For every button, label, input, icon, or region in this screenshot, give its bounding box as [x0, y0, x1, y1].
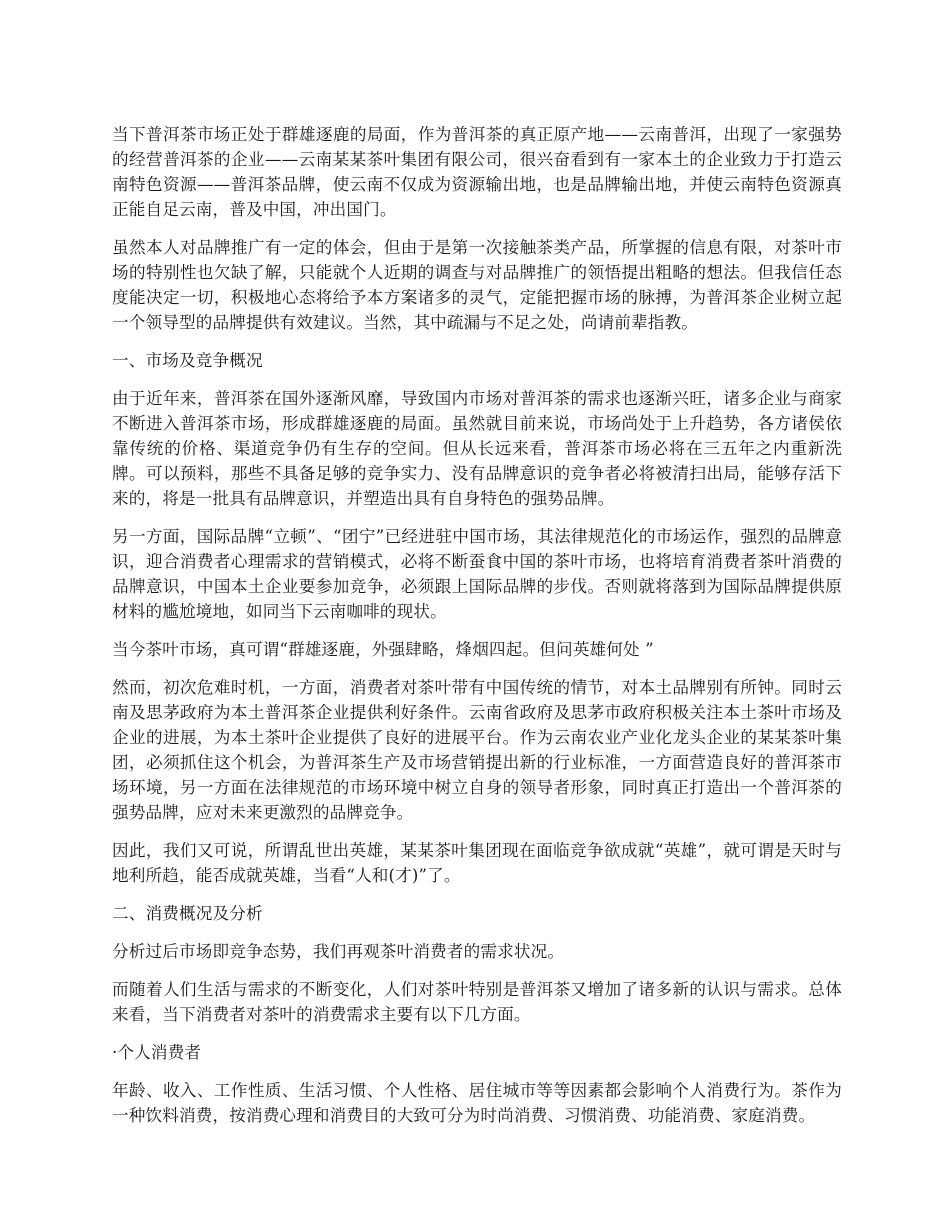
document-body [112, 122, 842, 1141]
market-paragraph-3: 当今茶叶市场，真可谓“群雄逐鹿，外强肆略，烽烟四起。但问英雄何处 ” [112, 640, 654, 659]
section-heading-market: 一、市场及竞争概况 [112, 351, 263, 370]
market-paragraph-1: 由于近年来，普洱茶在国外逐渐风靡，导致国内市场对普洱茶的需求也逐渐兴旺，诸多企业与商家不断进入普洱茶市场，形成群雄逐鹿的局面。虽然就目前来说，市场尚处于上升趋势，各方诸侯依靠传统的价格、渠道竞争仍有生存的空间。但从长远来看，普洱茶市场必将在三五年之内重新洗牌。可以预料，那些不具备足够的竞争实力、没有品牌意识的竞争者必将被清扫出局，能够存活下来的，将是一批具有品牌意识，并塑造出具有自身特色的强势品牌。 [112, 389, 842, 508]
market-paragraph-5: 因此，我们又可说，所谓乱世出英雄，某某茶叶集团现在面临竞争欲成就“英雄”，就可谓是天时与地利所趋，能否成就英雄，当看“人和(才)”了。 [112, 841, 842, 885]
intro-paragraph: 当下普洱茶市场正处于群雄逐鹿的局面，作为普洱茶的真正原产地——云南普洱，出现了一家强势的经营普洱茶的企业——云南某某茶叶集团有限公司，很兴奋看到有一家本土的企业致力于打造云南特色资源——普洱茶品牌，使云南不仅成为资源输出地，也是品牌输出地，并使云南特色资源真正能自足云南，普及中国，冲出国门。 [112, 125, 842, 219]
consumption-paragraph-1: 分析过后市场即竞争态势，我们再观茶叶消费者的需求状况。 [112, 942, 565, 961]
market-paragraph-4: 然而，初次危难时机，一方面，消费者对茶叶带有中国传统的情节，对本土品牌别有所钟。同时云南及思茅政府为本土普洱茶企业提供利好条件。云南省政府及思茅市政府积极关注本土茶叶市场及企业的进展，为本土茶叶企业提供了良好的进展平台。作为云南农业产业化龙头企业的某某茶叶集团，必须抓住这个机会，为普洱茶生产及市场营销提出新的行业标准，一方面营造良好的普洱茶市场环境，另一方面在法律规范的市场环境中树立自身的领导者形象，同时真正打造出一个普洱茶的强势品牌，应对未来更激烈的品牌竞争。 [112, 678, 842, 822]
individual-consumers-paragraph: 年龄、收入、工作性质、生活习惯、个人性格、居住城市等等因素都会影响个人消费行为。茶作为一种饮料消费，按消费心理和消费目的大致可分为时尚消费、习惯消费、功能消费、家庭消费。 [112, 1081, 842, 1125]
market-paragraph-2: 另一方面，国际品牌“立顿”、“团宁”已经进驻中国市场，其法律规范化的市场运作，强烈的品牌意识，迎合消费者心理需求的营销模式，必将不断蚕食中国的茶叶市场，也将培育消费者茶叶消费的品牌意识，中国本土企业要参加竞争，必须跟上国际品牌的步伐。否则就将落到为国际品牌提供原材料的尴尬境地，如同当下云南咖啡的现状。 [112, 527, 842, 621]
author-note-paragraph: 虽然本人对品牌推广有一定的体会，但由于是第一次接触茶类产品，所掌握的信息有限，对茶叶市场的特别性也欠缺了解，只能就个人近期的调查与对品牌推广的领悟提出粗略的想法。但我信任态度能决定一切，积极地心态将给予本方案诸多的灵气，定能把握市场的脉搏，为普洱茶企业树立起一个领导型的品牌提供有效建议。当然，其中疏漏与不足之处，尚请前辈指教。 [112, 238, 842, 332]
consumption-paragraph-2: 而随着人们生活与需求的不断变化，人们对茶叶特别是普洱茶又增加了诸多新的认识与需求。总体来看，当下消费者对茶叶的消费需求主要有以下几方面。 [112, 980, 842, 1024]
subheading-individual-consumers: ·个人消费者 [112, 1043, 202, 1062]
section-heading-consumption: 二、消费概况及分析 [112, 904, 263, 923]
